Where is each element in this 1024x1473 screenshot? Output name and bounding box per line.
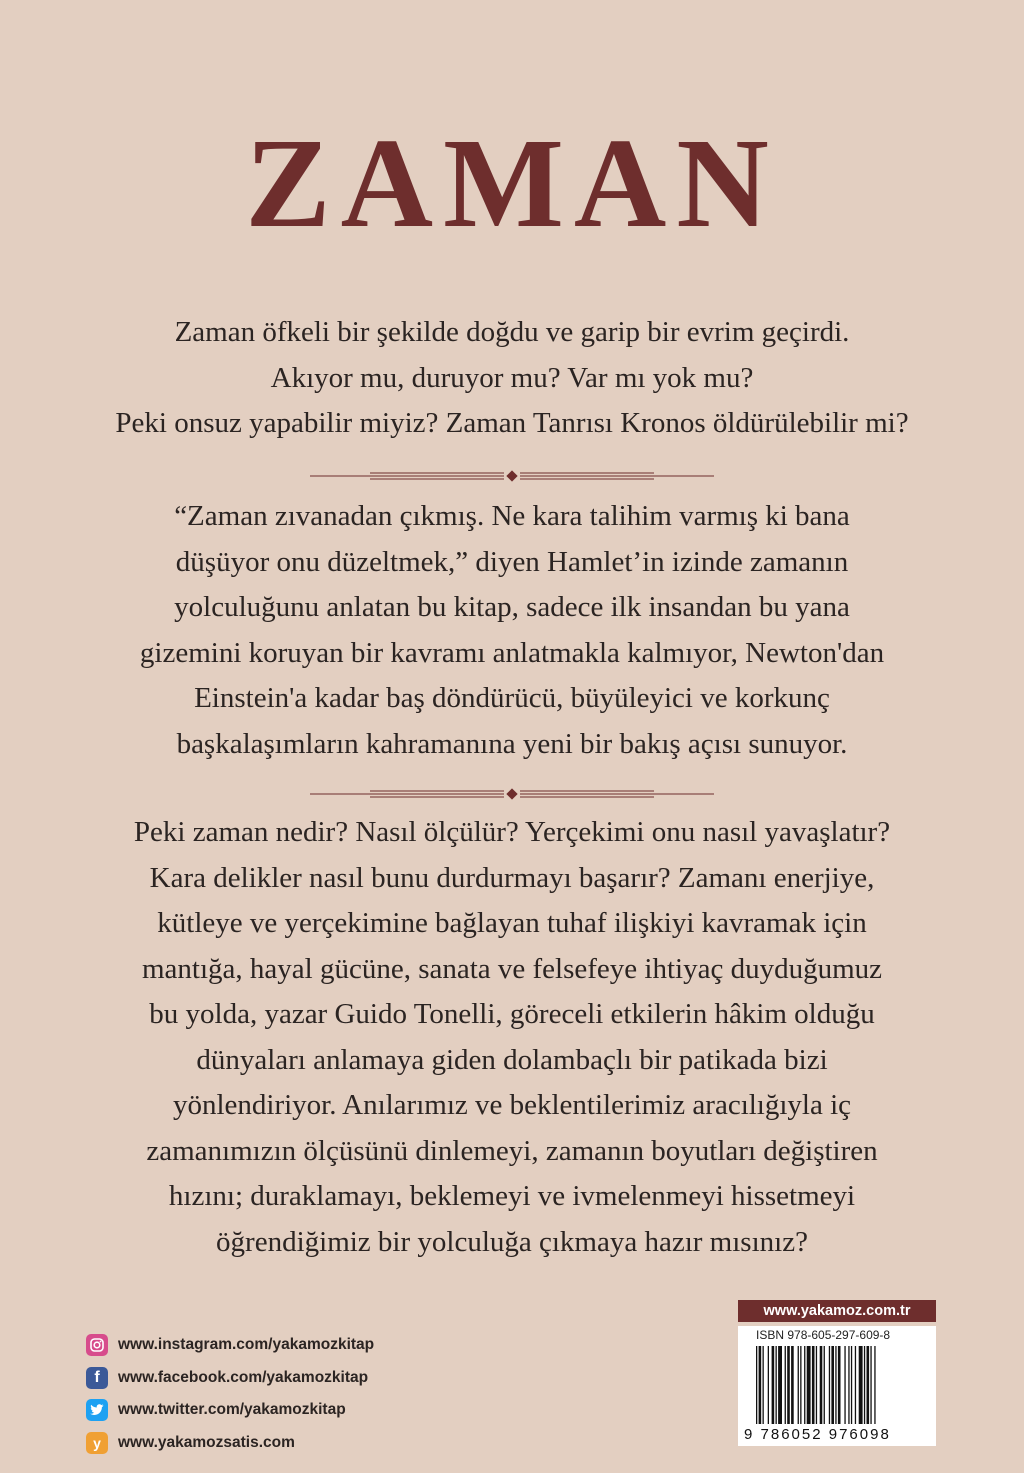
paragraph-line: Peki onsuz yapabilir miyiz? Zaman Tanrısı Kronos öldürülebilir mi? [115, 407, 909, 439]
barcode-bar [874, 1346, 875, 1424]
paragraph-line: mantığa, hayal gücüne, sanata ve felsefeye ihtiyaç duyduğumuz [141, 952, 883, 985]
paragraph-line: yolculuğunu anlatan bu kitap, sadece ilk insandan bu yana [174, 591, 850, 623]
isbn-barcode [738, 1326, 936, 1446]
barcode-bar [855, 1346, 856, 1424]
book-title: ZAMAN [245, 112, 779, 254]
barcode-bar [776, 1346, 777, 1424]
barcode-bar [820, 1346, 823, 1424]
paragraph-line: düşüyor onu düzeltmek,” diyen Hamlet’in izinde zamanın [175, 545, 849, 578]
barcode-bar [785, 1346, 786, 1424]
barcode-bar [844, 1346, 845, 1424]
social-url: www.twitter.com/yakamozkitap [118, 1401, 346, 1418]
paragraph-line: bu yolda, yazar Guido Tonelli, göreceli etkilerin hâkim olduğu [149, 998, 875, 1030]
barcode-bar [851, 1346, 852, 1424]
paragraph-line: başkalaşımların kahramanına yeni bir bakış açısı sunuyor. [176, 727, 848, 760]
paragraph-line: Kara delikler nasıl bunu durdurmayı başarır? Zamanı enerjiye, [149, 861, 875, 894]
isbn-number: ISBN 978-605-297-609-8 [756, 1328, 891, 1342]
barcode-bar [763, 1346, 764, 1424]
social-url: www.instagram.com/yakamozkitap [118, 1336, 375, 1353]
barcode-bar [831, 1346, 834, 1424]
barcode-bar [838, 1346, 841, 1424]
social-link-twitter[interactable] [86, 1397, 374, 1423]
paragraph-line: “Zaman zıvanadan çıkmış. Ne kara talihim varmış ki bana [174, 500, 850, 532]
paragraph-line: Akıyor mu, duruyor mu? Var mı yok mu? [270, 361, 754, 394]
paragraph-line: gizemini koruyan bir kavramı anlatmakla kalmıyor, Newton'dan [139, 636, 885, 669]
barcode-bar [848, 1346, 849, 1424]
paragraph-line: öğrendiğimiz bir yolculuğa çıkmaya hazır mısınız? [216, 1225, 808, 1258]
barcode-bar [812, 1346, 815, 1424]
barcode-bar [864, 1346, 865, 1424]
barcode-digits: 9 786052 976098 [744, 1426, 891, 1443]
barcode-bar [867, 1346, 870, 1424]
social-link-instagram[interactable] [86, 1332, 374, 1358]
barcode-bar [800, 1346, 801, 1424]
ornamental-divider [310, 788, 714, 800]
twitter-icon [86, 1399, 108, 1421]
barcode-bar [768, 1346, 769, 1424]
ornamental-divider [310, 470, 714, 482]
facebook-icon: f [86, 1367, 108, 1389]
social-link-yakamoz[interactable] [86, 1430, 374, 1456]
barcode-bars [756, 1346, 926, 1426]
paragraph-line: kütleye ve yerçekimine bağlayan tuhaf ilişkiyi kavramak için [157, 907, 867, 939]
paragraph-line: hızını; duraklamayı, beklemeyi ve ivmelenmeyi hissetmeyi [168, 1180, 856, 1212]
barcode-bar [816, 1346, 817, 1424]
quote-paragraph [60, 494, 964, 767]
yakamoz-logo-icon: y [86, 1432, 108, 1454]
instagram-icon [86, 1334, 108, 1356]
barcode-bar [807, 1346, 811, 1424]
barcode-bar [772, 1346, 775, 1424]
paragraph-line: dünyaları anlamaya giden dolambaçlı bir patikada bizi [196, 1043, 828, 1076]
paragraph-line: Einstein'a kadar baş döndürücü, büyüleyici ve korkunç [194, 682, 830, 714]
barcode-bar [835, 1346, 836, 1424]
social-url: www.yakamozsatis.com [118, 1433, 295, 1451]
barcode-bar [756, 1346, 757, 1424]
paragraph-line: Zaman öfkeli bir şekilde doğdu ve garip bir evrim geçirdi. [174, 316, 850, 348]
social-url: www.facebook.com/yakamozkitap [118, 1368, 369, 1386]
barcode-bar [804, 1346, 805, 1424]
barcode-bar [778, 1346, 782, 1424]
barcode-bar [870, 1346, 871, 1424]
barcode-bar [859, 1346, 863, 1424]
barcode-bar [829, 1346, 830, 1424]
social-link-facebook[interactable] [86, 1365, 374, 1391]
social-links [86, 1332, 374, 1462]
intro-paragraph [60, 310, 964, 447]
barcode-bar [824, 1346, 825, 1424]
paragraph-line: yönlendiriyor. Anılarımız ve beklentilerimiz aracılığıyla iç [172, 1089, 852, 1121]
barcode-bar [759, 1346, 762, 1424]
publisher-website[interactable]: www.yakamoz.com.tr [738, 1300, 936, 1322]
barcode-bar [798, 1346, 799, 1424]
barcode-bar [791, 1346, 794, 1424]
barcode-bar [787, 1346, 790, 1424]
paragraph-line: Peki zaman nedir? Nasıl ölçülür? Yerçekimi onu nasıl yavaşlatır? [133, 816, 891, 848]
questions-paragraph [60, 810, 964, 1265]
paragraph-line: zamanımızın ölçüsünü dinlemeyi, zamanın boyutları değiştiren [146, 1134, 878, 1167]
